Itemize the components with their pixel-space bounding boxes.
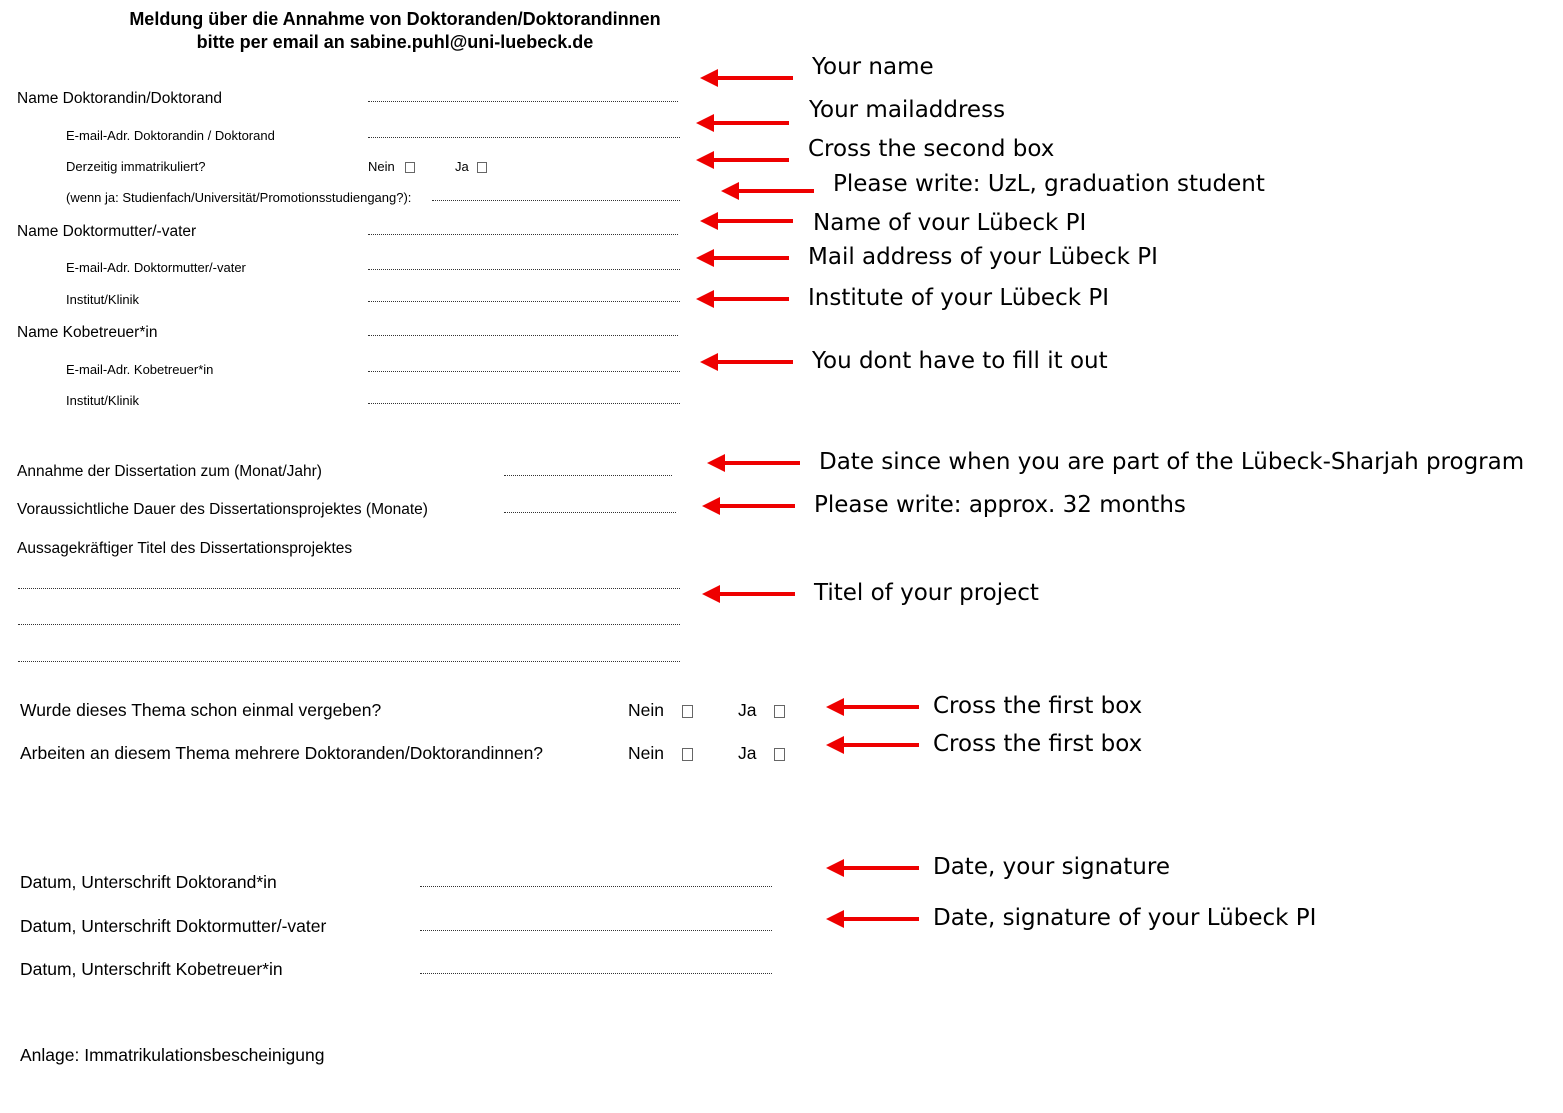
project-title-line-3[interactable] [18, 661, 680, 662]
enrolled-detail-label: (wenn ja: Studienfach/Universität/Promotionsstudiengang?): [66, 190, 412, 205]
note-cross-second-box: Cross the second box [808, 136, 1055, 162]
note-date-signature: Date, your signature [933, 854, 1170, 880]
topic-assigned-yes-label: Ja [738, 700, 757, 720]
topic-assigned-no-option[interactable] [628, 700, 693, 721]
arrow-left-icon [696, 114, 789, 132]
topic-assigned-question: Wurde dieses Thema schon einmal vergeben? [20, 700, 382, 720]
institute-cosupervisor-label: Institut/Klinik [66, 393, 139, 408]
project-title-line-1[interactable] [18, 588, 680, 589]
enrolled-no-option[interactable] [368, 159, 415, 174]
arrow-left-icon [721, 182, 814, 200]
note-pi-name: Name of vour Lübeck PI [813, 210, 1087, 236]
multiple-students-yes-option[interactable] [738, 743, 785, 764]
topic-assigned-no-checkbox[interactable] [682, 705, 693, 718]
note-cross-first-box-2: Cross the first box [933, 731, 1143, 757]
enrolled-yes-checkbox[interactable] [477, 162, 487, 173]
multiple-students-no-checkbox[interactable] [682, 748, 693, 761]
project-title-line-2[interactable] [18, 624, 680, 625]
name-student-label: Name Doktorandin/Doktorand [17, 90, 223, 107]
enrolled-no-label: Nein [368, 159, 395, 174]
arrow-left-icon [696, 249, 789, 267]
arrow-left-icon [702, 497, 795, 515]
duration-field[interactable] [504, 512, 676, 513]
arrow-left-icon [700, 353, 793, 371]
arrow-left-icon [826, 736, 919, 754]
sign-cosupervisor-field[interactable] [420, 973, 772, 974]
topic-assigned-yes-option[interactable] [738, 700, 785, 721]
note-project-title: Titel of your project [814, 580, 1039, 606]
acceptance-date-field[interactable] [504, 475, 672, 476]
email-cosupervisor-label: E-mail-Adr. Kobetreuer*in [66, 362, 214, 377]
attachment-note: Anlage: Immatrikulationsbescheinigung [20, 1045, 325, 1065]
name-supervisor-field[interactable] [368, 234, 678, 235]
enrolled-question-label: Derzeitig immatrikuliert? [66, 159, 206, 174]
project-title-label: Aussagekräftiger Titel des Dissertationsprojektes [17, 540, 353, 557]
arrow-left-icon [696, 151, 789, 169]
email-cosupervisor-field[interactable] [368, 371, 680, 372]
name-student-field[interactable] [368, 101, 678, 102]
note-mailaddress: Your mailaddress [809, 97, 1006, 123]
arrow-left-icon [700, 212, 793, 230]
note-pi-mail: Mail address of your Lübeck PI [808, 244, 1158, 270]
topic-assigned-no-label: Nein [628, 700, 664, 720]
note-pi-institute: Institute of your Lübeck PI [808, 285, 1109, 311]
multiple-students-no-option[interactable] [628, 743, 693, 764]
sign-supervisor-field[interactable] [420, 930, 772, 931]
enrolled-detail-field[interactable] [432, 200, 680, 201]
form-title [75, 8, 715, 54]
arrow-left-icon [826, 910, 919, 928]
multiple-students-question: Arbeiten an diesem Thema mehrere Doktoranden/Doktorandinnen? [20, 743, 544, 763]
note-cross-first-box-1: Cross the first box [933, 693, 1143, 719]
note-your-name: Your name [812, 54, 934, 80]
name-supervisor-label: Name Doktormutter/-vater [17, 223, 197, 240]
arrow-left-icon [700, 69, 793, 87]
sign-student-label: Datum, Unterschrift Doktorand*in [20, 872, 277, 892]
enrolled-no-checkbox[interactable] [405, 162, 415, 173]
email-student-field[interactable] [368, 137, 680, 138]
note-write-uzl: Please write: UzL, graduation student [833, 171, 1265, 197]
multiple-students-no-label: Nein [628, 743, 664, 763]
title-line-1: Meldung über die Annahme von Doktoranden/Doktorandinnen [129, 9, 661, 29]
arrow-left-icon [696, 290, 789, 308]
title-line-2: bitte per email an sabine.puhl@uni-luebeck.de [196, 32, 594, 52]
sign-supervisor-label: Datum, Unterschrift Doktormutter/-vater [20, 916, 327, 936]
arrow-left-icon [826, 859, 919, 877]
duration-label: Voraussichtliche Dauer des Dissertationsprojektes (Monate) [17, 501, 428, 518]
institute-cosupervisor-field[interactable] [368, 403, 680, 404]
sign-student-field[interactable] [420, 886, 772, 887]
email-supervisor-label: E-mail-Adr. Doktormutter/-vater [66, 260, 246, 275]
arrow-left-icon [826, 698, 919, 716]
note-approx-months: Please write: approx. 32 months [814, 492, 1186, 518]
arrow-left-icon [702, 585, 795, 603]
topic-assigned-yes-checkbox[interactable] [774, 705, 785, 718]
sign-cosupervisor-label: Datum, Unterschrift Kobetreuer*in [20, 959, 283, 979]
acceptance-date-label: Annahme der Dissertation zum (Monat/Jahr) [17, 463, 322, 480]
email-supervisor-field[interactable] [368, 269, 680, 270]
enrolled-yes-option[interactable] [455, 159, 487, 174]
multiple-students-yes-label: Ja [738, 743, 757, 763]
name-cosupervisor-field[interactable] [368, 335, 678, 336]
note-date-since: Date since when you are part of the Lübeck-Sharjah program [819, 449, 1525, 475]
enrolled-yes-label: Ja [455, 159, 469, 174]
note-date-signature-pi: Date, signature of your Lübeck PI [933, 905, 1317, 931]
institute-supervisor-field[interactable] [368, 301, 680, 302]
multiple-students-yes-checkbox[interactable] [774, 748, 785, 761]
note-no-fill: You dont have to fill it out [812, 348, 1108, 374]
name-cosupervisor-label: Name Kobetreuer*in [17, 324, 158, 341]
arrow-left-icon [707, 454, 800, 472]
email-student-label: E-mail-Adr. Doktorandin / Doktorand [66, 128, 275, 143]
institute-supervisor-label: Institut/Klinik [66, 292, 139, 307]
